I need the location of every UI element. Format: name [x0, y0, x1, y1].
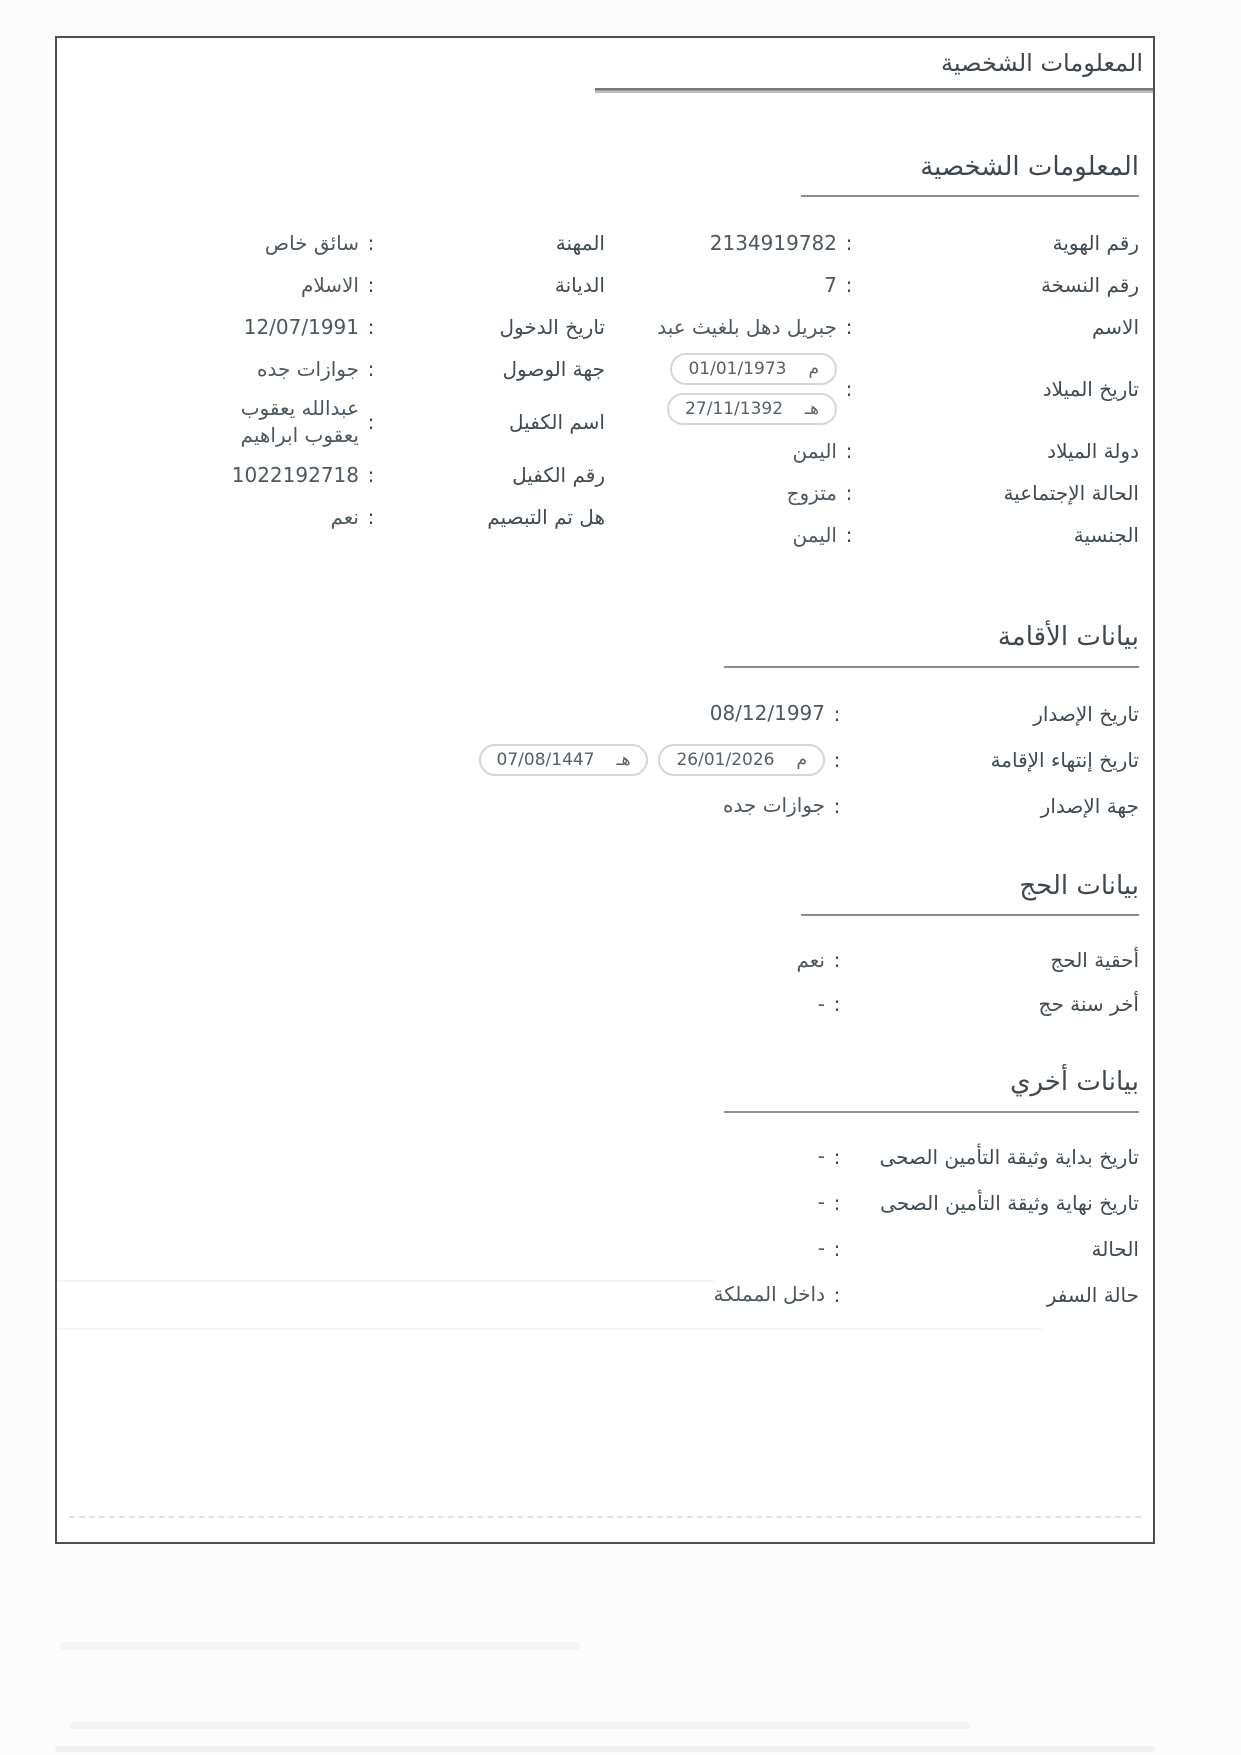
- field-value: -: [817, 1144, 825, 1169]
- personal-info-grid: [71, 227, 1139, 561]
- field-value: جوازات جده: [723, 793, 825, 818]
- section-personal-info: [71, 149, 1139, 561]
- colon-separator: :: [833, 1190, 841, 1215]
- other-rows: [71, 1141, 1139, 1311]
- field-row: [71, 227, 605, 259]
- section-title: بيانات الأقامة: [997, 622, 1139, 653]
- section-title: بيانات الحج: [1019, 870, 1139, 901]
- calendar-marker-gregorian: م: [808, 359, 819, 380]
- hijri-date-badge: [667, 393, 837, 425]
- colon-separator: :: [845, 273, 853, 298]
- section-underline: [801, 914, 1139, 916]
- field-value: الاسلام: [300, 272, 359, 297]
- colon-separator: :: [833, 992, 841, 1017]
- colon-separator: :: [845, 439, 853, 464]
- field-label: أخر سنة حج: [1038, 992, 1139, 1017]
- scan-dashed-line: [69, 1516, 1141, 1518]
- field-row: [71, 353, 605, 385]
- field-row: [71, 501, 605, 533]
- field-value: سائق خاص: [264, 230, 359, 255]
- field-label: الديانة: [554, 273, 605, 298]
- scan-artifact: [60, 1642, 580, 1650]
- badge-date: 01/01/1973: [688, 359, 787, 380]
- field-row: [71, 269, 605, 301]
- residence-rows: [71, 698, 1139, 822]
- field-row: [605, 519, 1139, 551]
- gregorian-date-badge: [670, 353, 837, 385]
- field-value: -: [817, 991, 825, 1016]
- colon-separator: :: [833, 1144, 841, 1169]
- field-value: اليمن: [792, 522, 837, 547]
- field-value: عبدالله يعقوب يعقوب ابراهيم: [240, 396, 359, 448]
- colon-separator: :: [367, 505, 375, 530]
- badge-date: 27/11/1392: [685, 399, 784, 420]
- scan-artifact: [57, 1328, 1043, 1330]
- date-badges: [667, 353, 837, 425]
- field-label: الجنسية: [1073, 523, 1139, 548]
- field-row: [605, 269, 1139, 301]
- section-other-data: [71, 1064, 1139, 1310]
- field-label: الحالة الإجتماعية: [1003, 481, 1139, 506]
- field-row: [71, 311, 605, 343]
- field-row: [71, 988, 1139, 1020]
- colon-separator: :: [367, 410, 375, 435]
- field-row: [605, 477, 1139, 509]
- field-label: تاريخ بداية وثيقة التأمين الصحى: [879, 1144, 1139, 1169]
- field-value: 12/07/1991: [243, 314, 359, 339]
- section-underline: [724, 1111, 1139, 1113]
- field-label: تاريخ نهاية وثيقة التأمين الصحى: [880, 1190, 1139, 1215]
- field-label: تاريخ الدخول: [499, 315, 605, 340]
- field-row: [71, 698, 1139, 730]
- field-row: [605, 435, 1139, 467]
- section-underline: [801, 195, 1139, 197]
- field-value: نعم: [330, 504, 359, 529]
- field-label: حالة السفر: [1046, 1282, 1139, 1307]
- field-row: [71, 1233, 1139, 1265]
- field-label: اسم الكفيل: [509, 410, 605, 435]
- field-row: [71, 459, 605, 491]
- field-value: داخل المملكة: [713, 1282, 825, 1307]
- field-row: [71, 395, 605, 449]
- field-value: 08/12/1997: [709, 701, 825, 726]
- field-value: 2134919782: [709, 230, 837, 255]
- field-row: [71, 1187, 1139, 1219]
- field-row-residence-expiry: [71, 744, 1139, 776]
- field-label: هل تم التبصيم: [487, 505, 605, 530]
- document-content: [57, 149, 1153, 1311]
- field-value: متزوج: [786, 480, 837, 505]
- colon-separator: :: [845, 315, 853, 340]
- colon-separator: :: [367, 463, 375, 488]
- personal-right-column: [605, 227, 1139, 561]
- colon-separator: :: [367, 231, 375, 256]
- hijri-date-badge: [479, 744, 649, 776]
- section-title: بيانات أخري: [1010, 1067, 1139, 1098]
- field-row: [605, 311, 1139, 343]
- colon-separator: :: [367, 315, 375, 340]
- field-label: جهة الوصول: [502, 357, 605, 382]
- calendar-marker-gregorian: م: [796, 749, 807, 770]
- field-label: الاسم: [1091, 315, 1139, 340]
- field-row: [605, 227, 1139, 259]
- field-label: المهنة: [555, 231, 605, 256]
- field-row: [71, 944, 1139, 976]
- field-row: [71, 790, 1139, 822]
- badge-date: 26/01/2026: [676, 749, 775, 770]
- field-value: 1022192718: [231, 462, 359, 487]
- scan-artifact: [55, 1746, 1155, 1752]
- section-hajj-data: [71, 868, 1139, 1020]
- field-label: الحالة: [1091, 1236, 1139, 1261]
- field-label: تاريخ الإصدار: [1033, 701, 1139, 726]
- section-title: المعلومات الشخصية: [920, 152, 1139, 182]
- calendar-marker-hijri: هـ: [805, 399, 819, 420]
- field-label: رقم الكفيل: [512, 463, 605, 488]
- field-row: [71, 1279, 1139, 1311]
- field-label: دولة الميلاد: [1047, 439, 1139, 464]
- field-value: جبريل دهل بلغيث عبد: [657, 314, 837, 339]
- colon-separator: :: [367, 273, 375, 298]
- colon-separator: :: [833, 793, 841, 818]
- colon-separator: :: [845, 377, 853, 402]
- badge-date: 07/08/1447: [496, 749, 595, 770]
- page-title: المعلومات الشخصية: [941, 49, 1143, 77]
- date-badges: [479, 744, 825, 776]
- field-row-birth-date: [605, 353, 1139, 425]
- field-label: رقم النسخة: [1040, 273, 1139, 298]
- section-residence-data: [71, 619, 1139, 821]
- field-value: -: [817, 1190, 825, 1215]
- field-value: -: [817, 1236, 825, 1261]
- field-value: جوازات جده: [257, 356, 359, 381]
- colon-separator: :: [833, 1282, 841, 1307]
- colon-separator: :: [833, 701, 841, 726]
- hajj-rows: [71, 944, 1139, 1020]
- colon-separator: :: [845, 523, 853, 548]
- gregorian-date-badge: [658, 744, 825, 776]
- field-label: جهة الإصدار: [1040, 793, 1139, 818]
- section-underline: [724, 666, 1139, 668]
- field-label: رقم الهوية: [1052, 231, 1139, 256]
- field-value: اليمن: [792, 438, 837, 463]
- scan-artifact: [70, 1722, 970, 1729]
- scan-artifact: [57, 1280, 715, 1282]
- field-label: تاريخ إنتهاء الإقامة: [990, 747, 1139, 772]
- document-frame: [55, 36, 1155, 1544]
- colon-separator: :: [845, 481, 853, 506]
- header-rule: [595, 88, 1153, 93]
- colon-separator: :: [833, 1236, 841, 1261]
- field-row: [71, 1141, 1139, 1173]
- colon-separator: :: [833, 747, 841, 772]
- calendar-marker-hijri: هـ: [616, 749, 631, 770]
- field-value: نعم: [796, 947, 825, 972]
- field-label: تاريخ الميلاد: [1042, 377, 1139, 402]
- colon-separator: :: [367, 357, 375, 382]
- field-label: أحقية الحج: [1050, 948, 1139, 973]
- field-value: 7: [824, 272, 837, 297]
- colon-separator: :: [833, 948, 841, 973]
- colon-separator: :: [845, 231, 853, 256]
- personal-left-column: [71, 227, 605, 561]
